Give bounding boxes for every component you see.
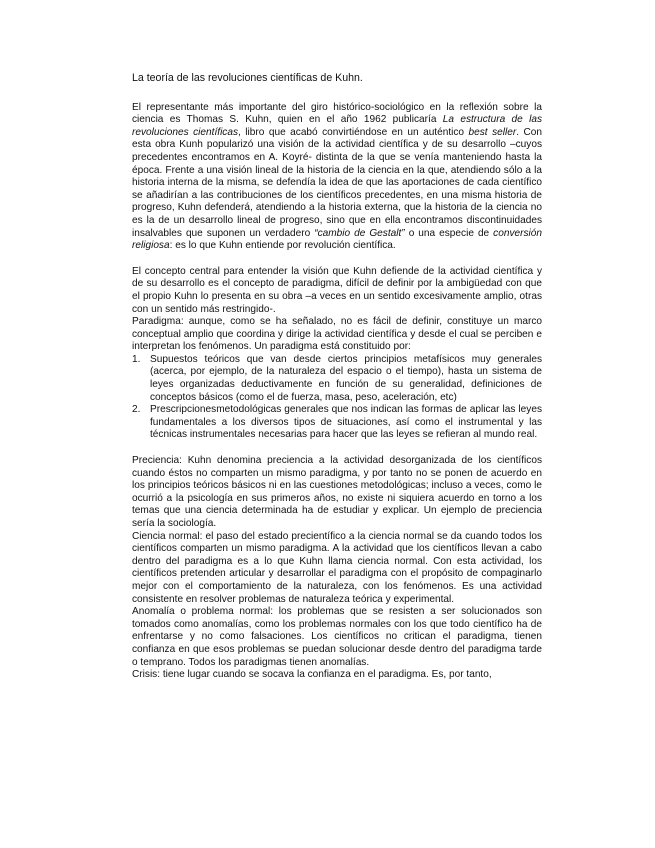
intro-text-4: o una especie de xyxy=(404,227,494,239)
intro-text-5: : es lo que Kuhn entiende por revolución científica. xyxy=(169,240,396,252)
list-item-number: 2. xyxy=(132,404,141,416)
list-item xyxy=(132,354,542,404)
intro-text-1: El representante más importante del giro histórico-sociológico en la reflexión sobre la ciencia es Thomas S. Kuhn, quien en el año 1962 publicaría xyxy=(132,101,542,126)
paradigm-intro-paragraph: El concepto central para entender la visión que Kuhn defiende de la actividad científica y de su desarrollo es el concepto de paradigma, difícil de definir por la ambigüedad con que el propio Kuhn lo presenta en su obra –a veces en un sentido excesivamente amplio, otras con un sentido más restringido-. xyxy=(132,265,542,315)
intro-text-2: , libro que acabó convirtiéndose en un auténtico xyxy=(238,126,469,138)
best-seller-term: best seller xyxy=(468,126,517,138)
ciencia-normal-paragraph: Ciencia normal: el paso del estado precientífico a la ciencia normal se da cuando todos los científicos comparten un mismo paradigma. A la actividad que los científicos llevan a cabo dentro del paradigma es a lo que Kuhn llama ciencia normal. Con esta actividad, los científicos pretenden articular y desarrollar el paradigma con el propósito de compaginarlo mejor con el comportamiento de la naturaleza, con los fenómenos. Es una actividad consistente en resolver problemas de naturaleza teórica y experimental. xyxy=(132,530,542,605)
paradigm-components-list xyxy=(132,354,542,442)
preciencia-paragraph: Preciencia: Kuhn denomina preciencia a la actividad desorganizada de los científicos cuando éstos no comparten un mismo paradigma, y por tanto no se ponen de acuerdo en los principios teóricos básicos ni en las cuestiones metodológicas; incluso a veces, como le ocurrió a la psicología en sus primeros años, no existe ni siquiera acuerdo en torno a los temas que una ciencia determinada ha de estudiar y explicar. Un ejemplo de preciencia sería la sociología. xyxy=(132,455,542,529)
list-item xyxy=(132,404,542,442)
crisis-paragraph: Crisis: tiene lugar cuando se socava la confianza en el paradigma. Es, por tanto, xyxy=(132,669,492,681)
anomalia-paragraph: Anomalía o problema normal: los problemas que se resisten a ser solucionados son tomados como anomalías, como los problemas normales con los que todo científico ha de enfrentarse y no como falsaciones. Los científicos no critican el paradigma, tienen confianza en que esos problemas se puedan solucionar desde dentro del paradigma tarde o temprano. Todos los paradigmas tienen anomalías. xyxy=(132,606,542,668)
gestalt-term: “cambio de Gestalt” xyxy=(314,227,405,239)
intro-paragraph xyxy=(132,102,542,253)
list-item-text: Supuestos teóricos que van desde ciertos principios metafísicos muy generales (acerca, por ejemplo, de la naturaleza del espacio o el tiempo), hasta un sistema de leyes organizadas deductivamente en función de su generalidad, definiciones de conceptos básicos (como el de fuerza, masa, peso, aceleración, etc) xyxy=(150,353,542,403)
paradigm-definition-paragraph: Paradigma: aunque, como se ha señalado, no es fácil de definir, constituye un marco conceptual amplio que coordina y dirige la actividad científica y desde el cual se perciben e interpretan los fenómenos. Un paradigma está constituido por: xyxy=(132,316,542,353)
document-title: La teoría de las revoluciones científicas de Kuhn. xyxy=(132,72,363,84)
conversion-term: conversión religiosa xyxy=(132,227,542,252)
book-title: La estructura de las revoluciones científicas xyxy=(132,114,542,138)
list-item-text: Prescripcionesmetodológicas generales que nos indican las formas de aplicar las leyes fundamentales a los diversos tipos de situaciones, así como el instrumental y las técnicas instrumentales necesarias para hacer que las leyes se refieran al mundo real. xyxy=(150,404,542,441)
list-item-number: 1. xyxy=(132,353,141,365)
intro-text-3: . Con esta obra Kunh popularizó una visión de la actividad científica y de su desarrollo –cuyos precedentes encontramos en A. Koyré- distinta de la que se venía manteniendo hasta la época. Frente a una visión lineal de la historia de la ciencia en la que, atendiendo sólo a la historia interna de la misma, se defendía la idea de que las aportaciones de cada científico se añadirían a las contribuciones de los científicos precedentes, en una misma historia de progreso, Kuhn defenderá, atendiendo a la historia externa, que la historia de la ciencia no es la de un desarrollo lineal de progreso, sino que en ella encontramos discontinuidades insalvables que suponen un verdadero xyxy=(132,126,542,239)
